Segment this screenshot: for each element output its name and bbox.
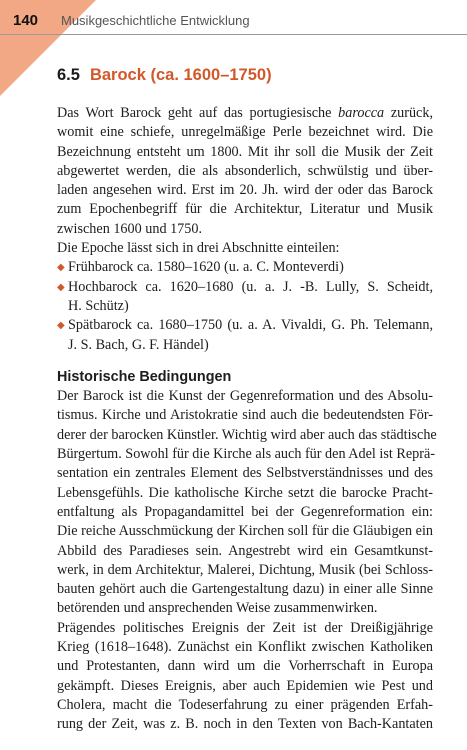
list-item-text: Spätbarock ca. 1680–1750 (u. a. A. Vivaldi, G. Ph. Telemann,: [68, 317, 433, 334]
text-line: zwischen 1600 und 1750.: [57, 220, 203, 237]
text-line: Abbild des Paradieses sein. Angestrebt wird ein Gesamtkunst-: [57, 542, 433, 559]
text-line: abgewertet werden, die als absonderlich, schwülstig und über-: [57, 162, 433, 179]
text-line: rung der Zeit, was z. B. noch in den Texten von Bach-Kantaten: [57, 716, 433, 733]
list-item: [57, 258, 433, 277]
list-item-text: Hochbarock ca. 1620–1680 (u. a. J. -B. Lully, S. Scheidt,: [68, 278, 433, 295]
text-line: bauten gehört auch die Gartengestaltung dazu) in einer alle Sinne: [57, 581, 433, 598]
list-item: [57, 278, 433, 297]
header-rule: [0, 34, 467, 35]
emphasized-word: barocca: [338, 105, 385, 121]
list-item-continuation: J. S. Bach, G. F. Händel): [68, 336, 209, 353]
text-line: und Protestanten, dann wird um die Vorherrschaft in Europa: [57, 658, 433, 675]
section-title: [57, 66, 272, 85]
text-line: [57, 104, 433, 123]
text-line: Lebensgefühls. Die katholische Kirche setzt die barocke Pracht-: [57, 484, 433, 501]
diamond-bullet-icon: ◆: [57, 320, 65, 332]
text-line: Die reiche Ausschmückung der Kirchen soll für die Gläubigen ein: [57, 523, 433, 540]
text-line: betörenden und ansprechenden Weise zusammenwirken.: [57, 600, 378, 617]
text-line: womit eine schiefe, unregelmäßige Perle bezeichnet wird. Die: [57, 124, 433, 141]
text-line: Cholera, macht die Todeserfahrung zu einer prägenden Erfah-: [57, 696, 433, 713]
text-line: tismus. Kirche und Aristokratie sind auch die bedeutendsten För-: [57, 407, 433, 424]
list-item-continuation: H. Schütz): [68, 297, 129, 314]
text-line: Krieg (1618–1648). Zunächst ein Konflikt zwischen Katholiken: [57, 639, 433, 656]
diamond-bullet-icon: ◆: [57, 281, 65, 293]
text-line: sentation ein zentrales Element des Selbstverständnisses und des: [57, 465, 433, 482]
text-line: werk, in dem Architektur, Malerei, Dichtung, Musik (bei Schloss-: [57, 561, 433, 578]
text-line: derer der barocken Künstler. Wichtig wird aber auch das städtische: [57, 426, 437, 443]
text-line: Prägendes politisches Ereignis der Zeit ist der Dreißigjährige: [57, 619, 433, 636]
text-fragment: zurück,: [384, 105, 433, 121]
text-line: entfaltung als Propagandamittel bei der Gegenreformation ein:: [57, 503, 433, 520]
running-title: Musikgeschichtliche Entwicklung: [61, 13, 250, 28]
page-number: 140: [13, 12, 39, 29]
text-line: Die Epoche lässt sich in drei Abschnitte einteilen:: [57, 240, 340, 257]
subsection-heading: Historische Bedingungen: [57, 368, 232, 385]
list-item: [57, 316, 433, 335]
list-item-text: Frühbarock ca. 1580–1620 (u. a. C. Monteverdi): [68, 259, 344, 276]
text-fragment: Das Wort Barock geht auf das portugiesische: [57, 105, 339, 121]
diamond-bullet-icon: ◆: [57, 262, 65, 274]
text-line: Der Barock ist die Kunst der Gegenreformation und des Absolu-: [57, 388, 433, 405]
text-line: gekämpft. Dieses Ereignis, aber auch Epidemien wie Pest und: [57, 677, 433, 694]
text-line: zum Epochenbegriff für die Architektur, Literatur und Musik: [57, 201, 433, 218]
text-line: laden angesehen wird. Erst im 20. Jh. wird der oder das Barock: [57, 182, 433, 199]
section-number: 6.5: [57, 66, 80, 84]
section-title-text: Barock (ca. 1600–1750): [89, 66, 272, 84]
text-line: Bürgertum. Sowohl für die Kirche als auch für den Adel ist Reprä-: [57, 446, 435, 463]
body-text: [57, 104, 437, 735]
text-line: Bezeichnung entsteht um 1800. Mit ihr soll die Musik der Zeit: [57, 143, 433, 160]
